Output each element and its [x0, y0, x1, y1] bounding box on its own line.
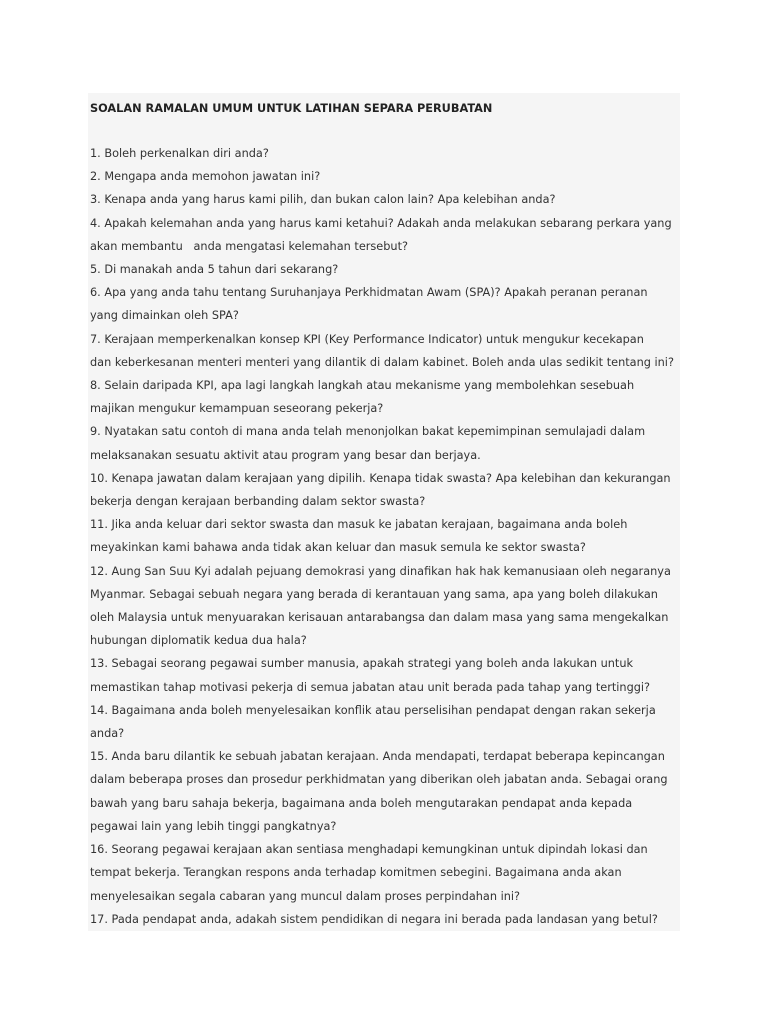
question-item [90, 467, 680, 513]
question-line: tempat bekerja. Terangkan respons anda terhadap komitmen sebegini. Bagaimana anda akan [90, 866, 622, 880]
question-line: 8. Selain daripada KPI, apa lagi langkah langkah atau mekanisme yang membolehkan sesebuah [90, 379, 635, 393]
question-line: oleh Malaysia untuk menyuarakan kerisauan antarabangsa dan dalam masa yang sama mengekalkan [90, 611, 669, 625]
document-title: SOALAN RAMALAN UMUM UNTUK LATIHAN SEPARA PERUBATAN [90, 102, 493, 115]
question-item [90, 328, 680, 374]
question-item [90, 513, 680, 559]
question-item [90, 838, 680, 908]
question-item [90, 374, 680, 420]
question-line: 13. Sebagai seorang pegawai sumber manusia, apakah strategi yang boleh anda lakukan untuk [90, 657, 634, 671]
question-line: 10. Kenapa jawatan dalam kerajaan yang dipilih. Kenapa tidak swasta? Apa kelebihan dan kekurangan [90, 471, 671, 485]
question-line: pegawai lain yang lebih tinggi pangkatnya? [90, 819, 337, 833]
question-line: 14. Bagaimana anda boleh menyelesaikan konflik atau perselisihan pendapat dengan rakan sekerja [90, 703, 656, 717]
question-line: dalam beberapa proses dan prosedur perkhidmatan yang diberikan oleh jabatan anda. Sebagai orang [90, 773, 668, 787]
question-line: akan membantu anda mengatasi kelemahan tersebut? [90, 239, 409, 253]
question-line: anda? [90, 727, 125, 741]
question-line: bawah yang baru sahaja bekerja, bagaimana anda boleh mengutarakan pendapat anda kepada [90, 796, 633, 810]
question-item [90, 188, 680, 211]
question-item [90, 560, 680, 653]
question-line: 9. Nyatakan satu contoh di mana anda telah menonjolkan bakat kepemimpinan semulajadi dalam [90, 425, 646, 439]
question-line: majikan mengukur kemampuan seseorang pekerja? [90, 402, 384, 416]
question-line: Myanmar. Sebagai sebuah negara yang berada di kerantauan yang sama, apa yang boleh dilakukan [90, 587, 658, 601]
question-line: 12. Aung San Suu Kyi adalah pejuang demokrasi yang dinafikan hak hak kemanusiaan oleh negaranya [90, 564, 671, 578]
question-line: hubungan diplomatik kedua dua hala? [90, 634, 307, 648]
question-item [90, 652, 680, 698]
question-line: yang dimainkan oleh SPA? [90, 309, 239, 323]
question-line: 2. Mengapa anda memohon jawatan ini? [90, 170, 321, 184]
question-line: 7. Kerajaan memperkenalkan konsep KPI (Key Performance Indicator) untuk mengukur kecekapan [90, 332, 644, 346]
question-item [90, 699, 680, 745]
question-line: memastikan tahap motivasi pekerja di semua jabatan atau unit berada pada tahap yang tertinggi? [90, 680, 651, 694]
question-line: 1. Boleh perkenalkan diri anda? [90, 147, 269, 160]
question-line: 17. Pada pendapat anda, adakah sistem pendidikan di negara ini berada pada landasan yang betul? [90, 912, 658, 926]
question-line: 3. Kenapa anda yang harus kami pilih, dan bukan calon lain? Apa kelebihan anda? [90, 193, 556, 207]
question-item [90, 420, 680, 466]
question-item [90, 212, 680, 258]
question-line: 16. Seorang pegawai kerajaan akan sentiasa menghadapi kemungkinan untuk dipindah lokasi dan [90, 843, 648, 857]
question-line: meyakinkan kami bahawa anda tidak akan keluar dan masuk semula ke sektor swasta? [90, 541, 586, 555]
question-item [90, 908, 680, 931]
question-line: melaksanakan sesuatu aktivit atau program yang besar dan berjaya. [90, 448, 481, 462]
question-line: 11. Jika anda keluar dari sektor swasta dan masuk ke jabatan kerajaan, bagaimana anda boleh [90, 518, 628, 532]
question-item [90, 165, 680, 188]
question-line: 15. Anda baru dilantik ke sebuah jabatan kerajaan. Anda mendapati, terdapat beberapa kepincangan [90, 750, 665, 764]
question-item [90, 745, 680, 838]
question-line: menyelesaikan segala cabaran yang muncul dalam proses perpindahan ini? [90, 889, 521, 903]
question-item [90, 281, 680, 327]
title-spacer [90, 122, 680, 142]
question-line: 5. Di manakah anda 5 tahun dari sekarang? [90, 263, 339, 277]
document-content [90, 96, 680, 931]
question-list [90, 142, 680, 931]
question-item [90, 258, 680, 281]
question-line: bekerja dengan kerajaan berbanding dalam sektor swasta? [90, 495, 426, 509]
question-line: 6. Apa yang anda tahu tentang Suruhanjaya Perkhidmatan Awam (SPA)? Apakah peranan peranan [90, 286, 648, 300]
question-item [90, 142, 680, 165]
question-line: 4. Apakah kelemahan anda yang harus kami ketahui? Adakah anda melakukan sebarang perkara yang [90, 216, 672, 230]
question-line: dan keberkesanan menteri menteri yang dilantik di dalam kabinet. Boleh anda ulas sedikit tentang ini? [90, 355, 674, 369]
